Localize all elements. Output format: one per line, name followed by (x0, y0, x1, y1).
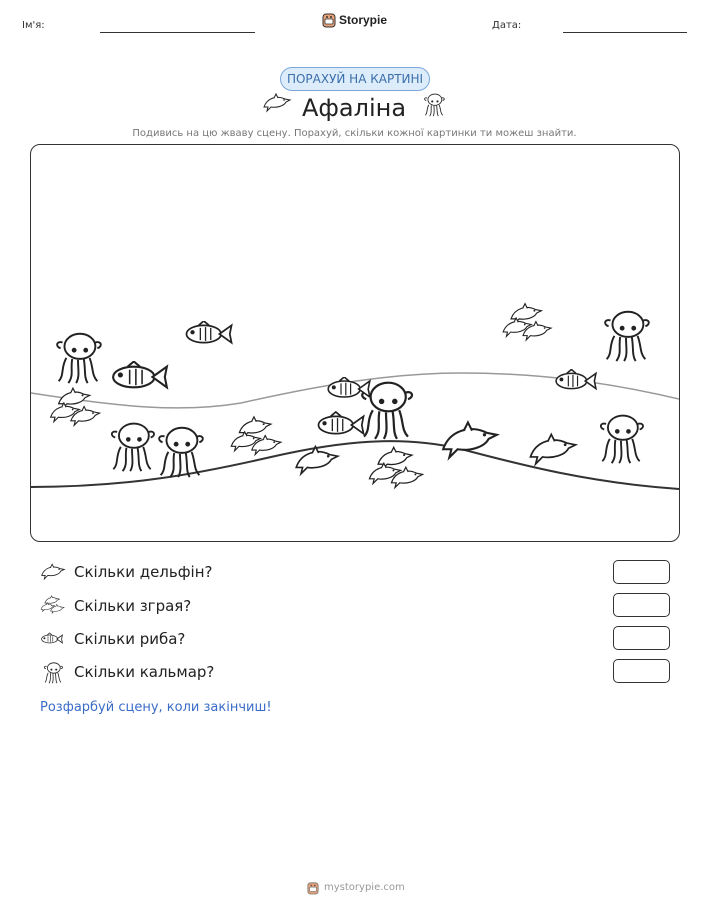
dolphin-pod (231, 417, 281, 455)
page-title: Афаліна (301, 94, 407, 122)
dolphin-pod (503, 304, 551, 340)
squid (57, 334, 101, 383)
answer-box-squid[interactable] (613, 659, 670, 683)
brand-mascot-icon (322, 12, 336, 28)
fish (556, 370, 596, 389)
question-text: Скільки риба? (74, 630, 186, 648)
squid (605, 312, 649, 361)
activity-badge: ПОРАХУЙ НА КАРТИНІ (280, 67, 430, 91)
answer-box-dolphin[interactable] (613, 560, 670, 584)
fish (113, 362, 167, 388)
instructions: Подивись на цю жваву сцену. Порахуй, скільки кожної картинки ти можеш знайти. (132, 128, 577, 139)
answer-box-fish[interactable] (613, 626, 670, 650)
squid (362, 383, 412, 439)
squid (112, 424, 154, 472)
question-text: Скільки кальмар? (74, 663, 215, 681)
brand-logo (322, 12, 387, 28)
answer-box-pod[interactable] (613, 593, 670, 617)
question-dolphin (40, 560, 213, 584)
name-label: Ім'я: (22, 20, 45, 31)
fish (318, 412, 363, 434)
squid (601, 416, 643, 464)
name-field[interactable] (100, 32, 255, 33)
footer (307, 880, 405, 894)
squid (159, 428, 203, 477)
brand-name: Storypie (339, 13, 388, 27)
question-pod (40, 594, 191, 618)
scene-illustration (31, 145, 679, 541)
fish-icon (40, 627, 66, 651)
counting-scene (30, 144, 680, 542)
fish (186, 321, 231, 343)
question-squid (40, 660, 214, 684)
date-field[interactable] (563, 32, 687, 33)
color-note: Розфарбуй сцену, коли закінчиш! (40, 700, 272, 715)
dolphin-pod (369, 447, 422, 487)
wave-line-lower (31, 441, 679, 489)
dolphin-icon (40, 560, 66, 584)
question-text: Скільки зграя? (74, 597, 192, 615)
date-label: Дата: (492, 20, 522, 31)
footer-url: mystorypie.com (324, 881, 405, 893)
squid-icon (40, 660, 66, 684)
dolphin-pod-icon (40, 594, 66, 618)
dolphin (530, 434, 575, 463)
question-fish (40, 627, 185, 651)
brand-mascot-icon (307, 880, 319, 894)
dolphin-icon (262, 92, 292, 114)
squid-icon (420, 91, 448, 117)
question-text: Скільки дельфін? (74, 563, 213, 581)
dolphin-pod (51, 388, 100, 425)
